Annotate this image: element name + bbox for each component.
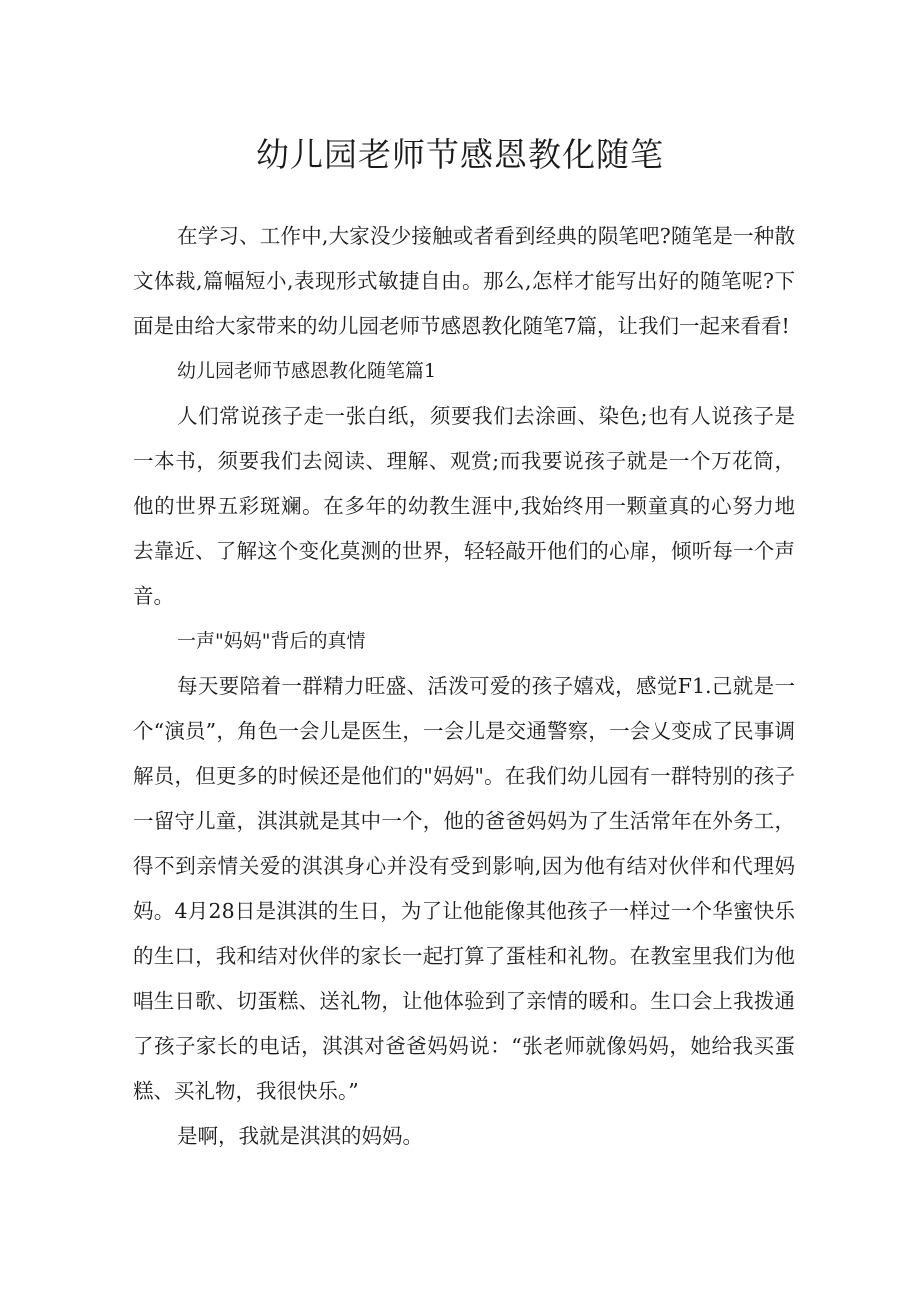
document-title: 幼儿园老师节感恩教化随笔 <box>256 135 664 174</box>
closing-paragraph: 是啊，我就是淇淇的妈妈。 <box>177 1124 423 1148</box>
intro-paragraph: 在学习、工作中,大家没少接触或者看到经典的陨笔吧?随笔是一种散文体裁,篇幅短小,表现形式敏捷自由。那么,怎样才能写出好的随笔呢?下面是由给大家带来的幼儿园老师节感恩教化随笔7篇，让我们一起来看看! <box>133 224 795 338</box>
section-heading: 幼儿园老师节感恩教化随笔篇1 <box>177 360 437 382</box>
body-paragraph: 每天要陪着一群精力旺盛、活泼可爱的孩子嬉戏，感觉F1.己就是一个“演员”，角色一会儿是医生，一会儿是交通警察，一会乂变成了民事调解员，但更多的时候还是他们的"妈妈"。在我们幼儿园有一群特别的孩子一留守儿童，淇淇就是其中一个，他的爸爸妈妈为了生活常年在外务工，得不到亲情关爱的淇淇身心并没有受到影响,因为他有结对伙伴和代理妈妈。4月28日是淇淇的生日，为了让他能像其他孩子一样过一个华蜜快乐的生口，我和结对伙伴的家长一起打算了蛋桂和礼物。在教室里我们为他唱生日歌、切蛋糕、送礼物，让他体验到了亲情的暖和。生口会上我拨通了孩子家长的电话，淇淇对爸爸妈妈说：“张老师就像妈妈，她给我买蛋糕、买礼物，我很快乐。” <box>133 674 795 1103</box>
body-paragraph: 人们常说孩子走一张白纸，须要我们去涂画、染色;也有人说孩子是一本书，须要我们去阅读、理解、观赏;而我要说孩子就是一个万花筒，他的世界五彩斑斓。在多年的幼教生涯中,我始终用一颗童真的心努力地去靠近、了解这个变化莫测的世界，轻轻敲开他们的心扉，倾听每一个声音。 <box>133 404 795 608</box>
sub-heading: 一声"妈妈"背后的真情 <box>177 630 366 652</box>
document-body <box>133 214 795 1159</box>
